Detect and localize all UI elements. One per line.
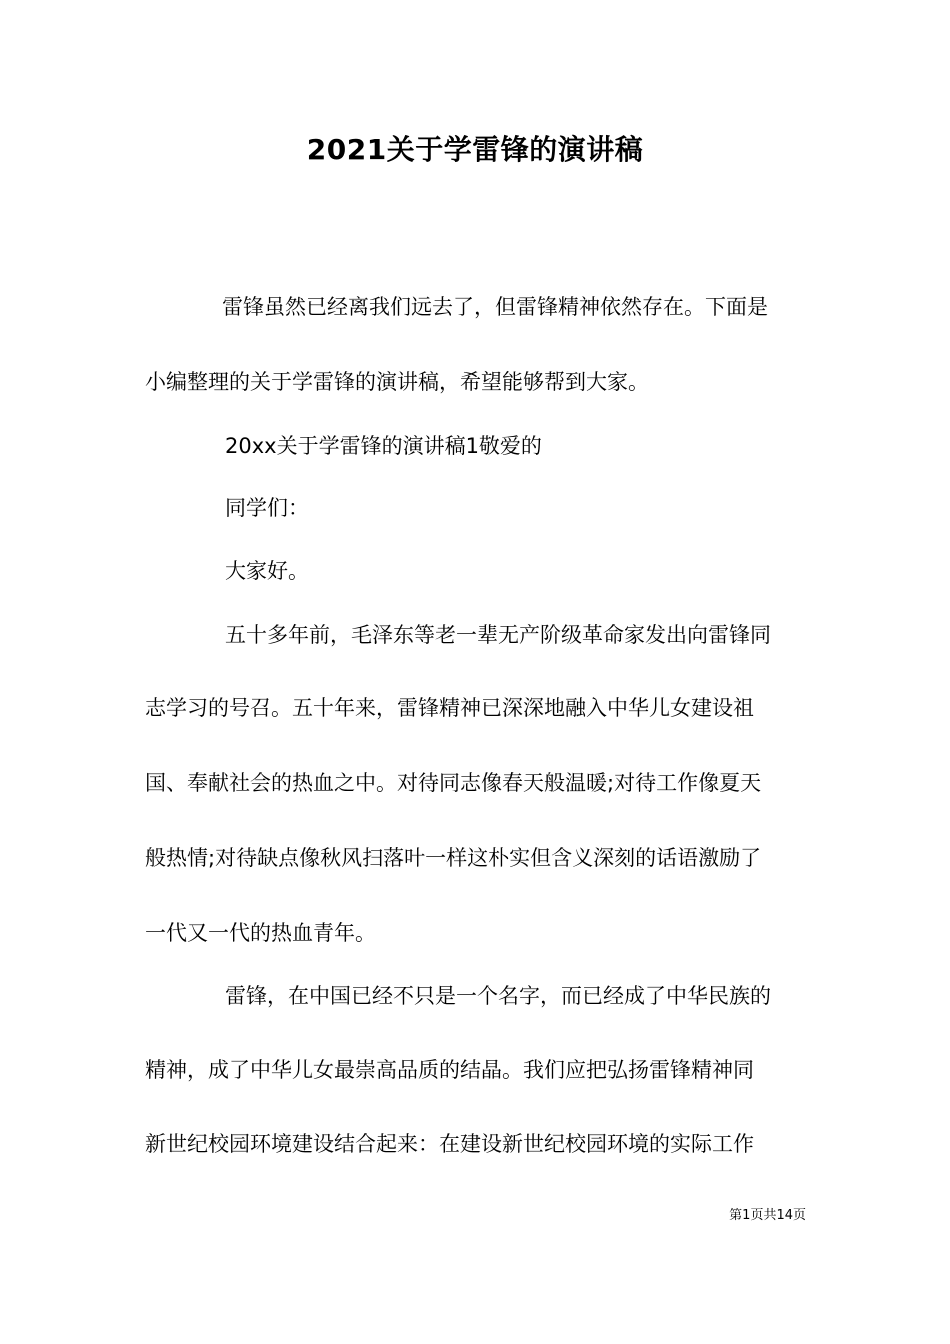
paragraph-line: 20xx关于学雷锋的演讲稿1敬爱的 xyxy=(225,434,542,458)
paragraph-line: 精神，成了中华儿女最崇高品质的结晶。我们应把弘扬雷锋精神同 xyxy=(145,1058,754,1082)
paragraph-line: 般热情;对待缺点像秋风扫落叶一样这朴实但含义深刻的话语激励了 xyxy=(145,846,762,870)
paragraph-line: 国、奉献社会的热血之中。对待同志像春天般温暖;对待工作像夏天 xyxy=(145,771,762,795)
paragraph-line: 一代又一代的热血青年。 xyxy=(145,921,376,945)
paragraph-line: 新世纪校园环境建设结合起来：在建设新世纪校园环境的实际工作 xyxy=(145,1132,754,1156)
paragraph-line: 雷锋，在中国已经不只是一个名字，而已经成了中华民族的 xyxy=(225,984,771,1008)
page-number: 第1页共14页 xyxy=(729,1208,806,1223)
paragraph-line: 同学们： xyxy=(225,496,309,520)
paragraph-line: 大家好。 xyxy=(225,559,309,583)
paragraph-line: 小编整理的关于学雷锋的演讲稿，希望能够帮到大家。 xyxy=(145,370,649,394)
paragraph-line: 五十多年前，毛泽东等老一辈无产阶级革命家发出向雷锋同 xyxy=(225,623,771,647)
paragraph-line: 志学习的号召。五十年来，雷锋精神已深深地融入中华儿女建设祖 xyxy=(145,696,754,720)
document-title: 2021关于学雷锋的演讲稿 xyxy=(306,133,644,166)
paragraph-line: 雷锋虽然已经离我们远去了，但雷锋精神依然存在。下面是 xyxy=(222,295,768,319)
